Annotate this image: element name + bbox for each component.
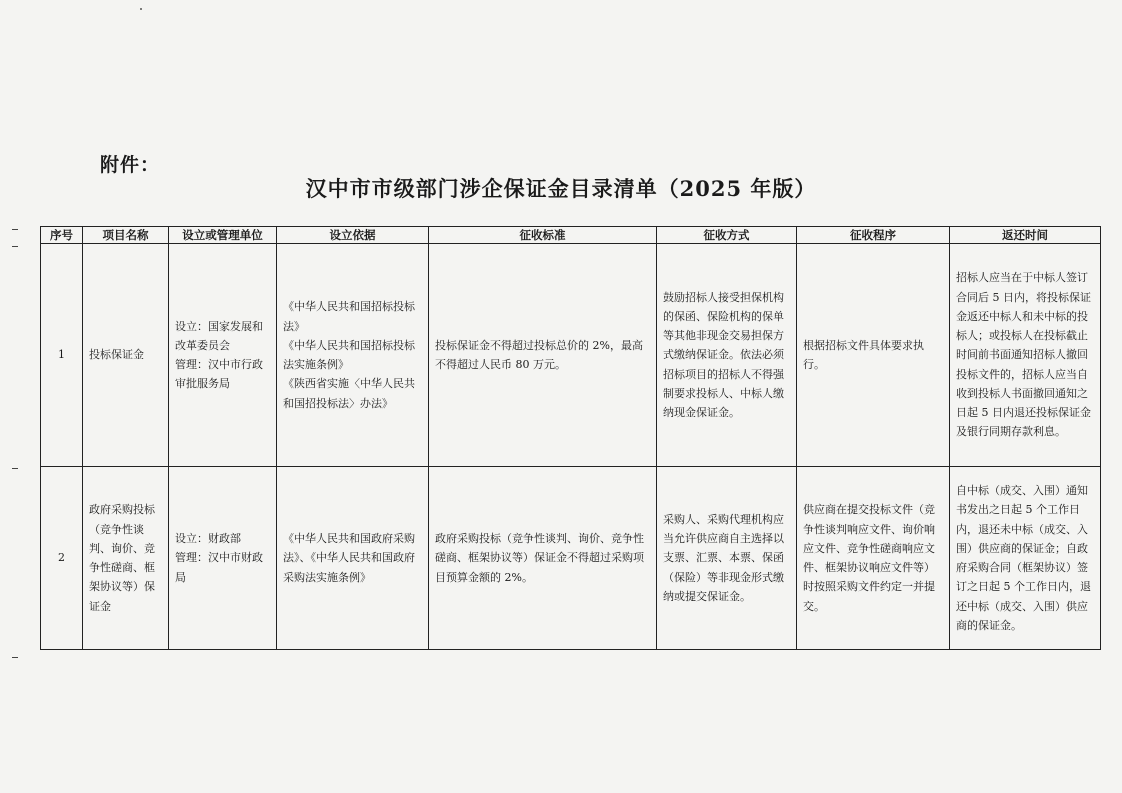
table-row <box>41 244 1101 467</box>
cell-procedure: 根据招标文件具体要求执行。 <box>797 244 950 467</box>
cell-unit: 设立：财政部 管理：汉中市财政局 <box>169 467 277 650</box>
cell-refund: 自中标（成交、入围）通知书发出之日起 5 个工作日内，退还未中标（成交、入围）供应商的保证金；自政府采购合同（框架协议）签订之日起 5 个工作日内，退还中标（成交、入围）供应商的保证金。 <box>950 467 1101 650</box>
cell-basis: 《中华人民共和国政府采购法》、《中华人民共和国政府采购法实施条例》 <box>277 467 429 650</box>
deposit-list-table <box>40 226 1101 650</box>
cell-method: 鼓励招标人接受担保机构的保函、保险机构的保单等其他非现金交易担保方式缴纳保证金。依法必须招标项目的招标人不得强制要求投标人、中标人缴纳现金保证金。 <box>657 244 797 467</box>
col-header-basis: 设立依据 <box>277 227 429 244</box>
col-header-name: 项目名称 <box>83 227 169 244</box>
cell-unit: 设立：国家发展和改革委员会 管理：汉中市行政审批服务局 <box>169 244 277 467</box>
cell-name: 政府采购投标（竞争性谈判、询价、竞争性磋商、框架协议等）保证金 <box>83 467 169 650</box>
cell-no: 2 <box>41 467 83 650</box>
cell-method: 采购人、采购代理机构应当允许供应商自主选择以支票、汇票、本票、保函（保险）等非现金形式缴纳或提交保证金。 <box>657 467 797 650</box>
margin-tick <box>12 246 18 247</box>
col-header-procedure: 征收程序 <box>797 227 950 244</box>
col-header-method: 征收方式 <box>657 227 797 244</box>
margin-tick <box>12 229 18 230</box>
scan-speck <box>140 8 142 10</box>
table-header-row <box>41 227 1101 244</box>
cell-basis: 《中华人民共和国招标投标法》 《中华人民共和国招标投标法实施条例》 《陕西省实施〈中华人民共和国招投标法〉办法》 <box>277 244 429 467</box>
col-header-refund: 返还时间 <box>950 227 1101 244</box>
cell-standard: 政府采购投标（竞争性谈判、询价、竞争性磋商、框架协议等）保证金不得超过采购项目预算金额的 2%。 <box>429 467 657 650</box>
cell-refund: 招标人应当在于中标人签订合同后 5 日内，将投标保证金返还中标人和未中标的投标人；或投标人在投标截止时间前书面通知招标人撤回投标文件的，招标人应当自收到投标人书面撤回通知之日起 5 日内退还投标保证金及银行同期存款利息。 <box>950 244 1101 467</box>
cell-procedure: 供应商在提交投标文件（竞争性谈判响应文件、询价响应文件、竞争性磋商响应文件、框架协议响应文件等）时按照采购文件约定一并提交。 <box>797 467 950 650</box>
cell-standard: 投标保证金不得超过投标总价的 2%，最高不得超过人民币 80 万元。 <box>429 244 657 467</box>
col-header-standard: 征收标准 <box>429 227 657 244</box>
col-header-no: 序号 <box>41 227 83 244</box>
margin-tick <box>12 657 18 658</box>
table-row <box>41 467 1101 650</box>
cell-name: 投标保证金 <box>83 244 169 467</box>
col-header-unit: 设立或管理单位 <box>169 227 277 244</box>
document-title: 汉中市市级部门涉企保证金目录清单（2025 年版） <box>305 176 817 201</box>
cell-no: 1 <box>41 244 83 467</box>
margin-tick <box>12 468 18 469</box>
attachment-label: 附件： <box>100 154 161 176</box>
